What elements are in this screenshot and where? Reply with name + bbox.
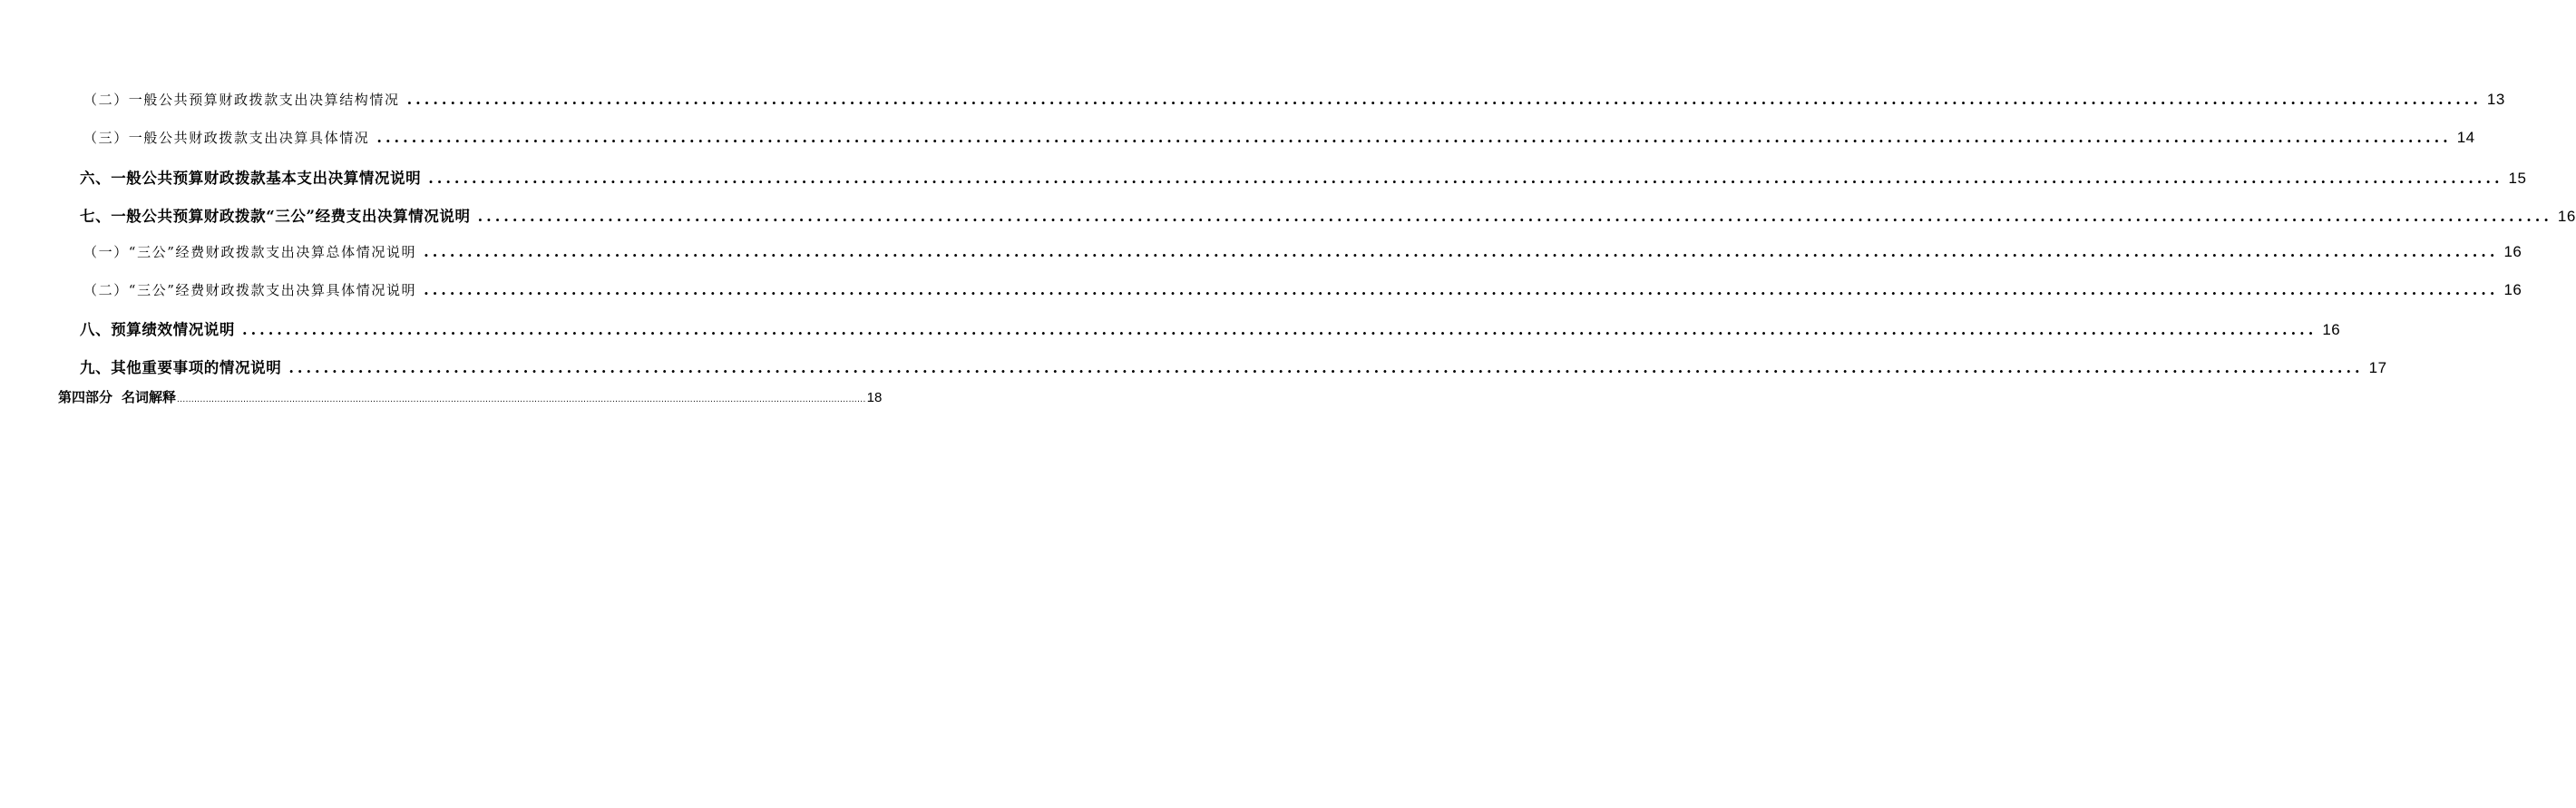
toc-dot-leader: ............................................................................................................................................................................................................................................... [424,281,2499,298]
toc-entry-three-public-detail[interactable] [83,280,2522,299]
toc-entry-2-structure[interactable] [83,90,2505,109]
toc-entry-section-8[interactable] [80,317,2341,339]
toc-entry-title: 八、预算绩效情况说明 [80,321,235,338]
toc-entry-title: （三）一般公共财政拨款支出决算具体情况 [83,130,370,146]
toc-page-number: 16 [2322,321,2341,338]
toc-entry-three-public-overall[interactable] [83,242,2522,261]
toc-page-number: 13 [2486,91,2505,108]
toc-entry-title: （二）“三公”经费财政拨款支出决算具体情况说明 [83,282,417,298]
toc-page-number: 15 [2508,170,2527,187]
toc-dot-leader: ............................................................................................................................................................................................................................................... [242,321,2317,338]
toc-entry-title: 七、一般公共预算财政拨款“三公”经费支出决算情况说明 [80,208,471,225]
toc-entry-title: （二）一般公共预算财政拨款支出决算结构情况 [83,92,400,108]
toc-entry-title: （一）“三公”经费财政拨款支出决算总体情况说明 [83,244,417,260]
toc-entry-3-detail[interactable] [83,128,2475,147]
toc-page-number: 16 [2503,281,2522,298]
toc-page-number: 14 [2456,129,2475,146]
toc-part-label: 第四部分 [58,390,113,405]
toc-entry-title: 九、其他重要事项的情况说明 [80,359,282,376]
toc-dot-leader: ............................................................................................................................................................................................................................................... [424,243,2499,260]
toc-part-name: 名词解释 [122,390,177,405]
toc-entry-title [58,387,176,406]
toc-dot-leader: ............................................................................................................................................................................................................................................... [376,129,2452,146]
toc-entry-section-7[interactable] [80,204,2576,226]
toc-entry-title: 六、一般公共预算财政拨款基本支出决算情况说明 [80,170,422,187]
toc-page-number: 18 [866,390,883,405]
toc-page-number: 16 [2557,208,2576,225]
toc-dot-leader: ............................................................................................................................................................................................................................................... [288,359,2364,376]
toc-entry-section-6[interactable] [80,166,2527,188]
toc-dot-leader: ............................................................................................................................................................................................................................................... [477,208,2552,225]
toc-page-number: 17 [2368,359,2387,376]
toc-entry-part-4[interactable] [58,387,883,406]
toc-dot-leader: ............................................................................................................................................................................................................................................... [406,91,2482,108]
toc-page-number: 16 [2503,243,2522,260]
toc-entry-section-9[interactable] [80,355,2387,377]
toc-dot-leader: ............................................................................................................................................................................................................................................... [428,170,2503,187]
toc-dot-leader: ............................................................................................................................................................................................................................................... [177,394,866,404]
